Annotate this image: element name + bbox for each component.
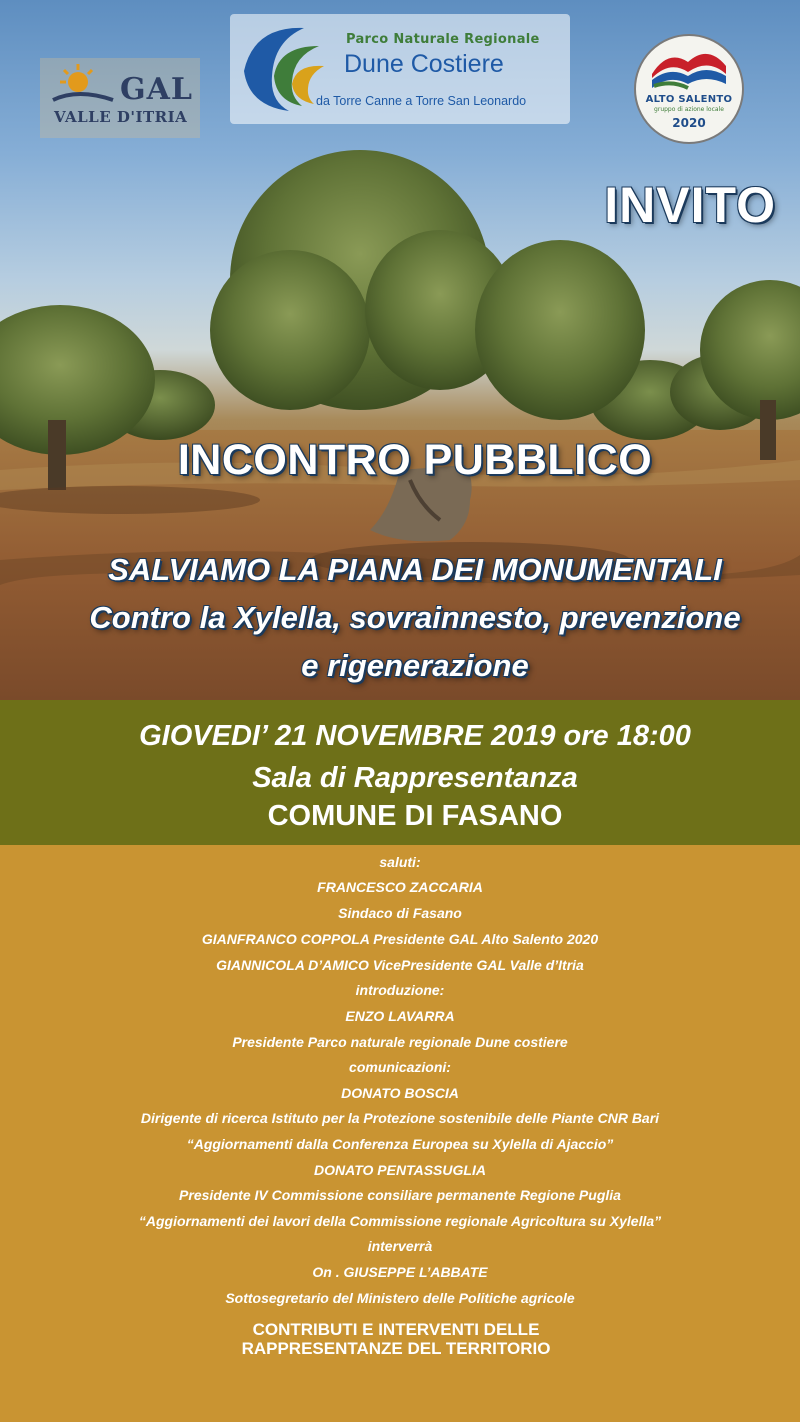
event-venue: Sala di Rappresentanza [252,762,578,794]
program-line: FRANCESCO ZACCARIA [317,879,483,895]
event-type-heading: INCONTRO PUBBLICO [177,436,653,484]
program-line: Dirigente di ricerca Istituto per la Protezione sostenibile delle Piante CNR Bari [140,1110,660,1126]
gal-sun-icon [48,60,118,110]
alto-logo-tagline: gruppo di azione locale [654,106,724,113]
event-place: COMUNE DI FASANO [267,800,563,832]
gal-logo-subtitle: VALLE D'ITRIA [54,108,188,126]
program-line: Presidente Parco naturale regionale Dune costiere [232,1034,568,1050]
parco-logo-line2: Dune Costiere [344,50,504,78]
parco-dune-costiere-logo [230,14,570,124]
event-title-line1: SALVIAMO LA PIANA DEI MONUMENTALI [108,552,722,587]
program-line: GIANNICOLA D’AMICO VicePresidente GAL Valle d’Itria [216,957,584,973]
program-line: comunicazioni: [349,1059,451,1075]
closing-line1: CONTRIBUTI E INTERVENTI DELLE [252,1320,540,1339]
program-line: interverrà [367,1238,433,1254]
event-title-line3: e rigenerazione [301,648,529,683]
event-title-line2: Contro la Xylella, sovrainnesto, prevenzione [89,600,741,635]
gal-logo-name: GAL [120,72,193,107]
program-line: saluti: [379,854,421,870]
program-line: On . GIUSEPPE L’ABBATE [312,1264,488,1280]
parco-logo-line3: da Torre Canne a Torre San Leonardo [316,94,527,108]
event-details-band [0,700,800,845]
program-line: ENZO LAVARRA [345,1008,455,1024]
program-line: “Aggiornamenti dalla Conferenza Europea su Xylella di Ajaccio” [186,1136,614,1152]
closing-line2: RAPPRESENTANZE DEL TERRITORIO [241,1339,551,1358]
alto-logo-year: 2020 [672,116,706,130]
alto-salento-hills-icon [648,44,730,94]
hero-photo [0,0,800,700]
program-line: introduzione: [355,982,445,998]
alto-salento-logo [634,34,744,144]
program-line: DONATO PENTASSUGLIA [314,1162,486,1178]
parco-logo-line1: Parco Naturale Regionale [346,32,540,47]
program-line: Sottosegretario del Ministero delle Politiche agricole [225,1290,575,1306]
program-line: Sindaco di Fasano [338,905,462,921]
gal-valle-ditria-logo [40,58,200,138]
alto-logo-name: ALTO SALENTO [645,94,733,105]
program-line: Presidente IV Commissione consiliare permanente Regione Puglia [179,1187,621,1203]
program-line: DONATO BOSCIA [341,1085,459,1101]
invito-heading: INVITO [604,177,776,233]
program-section [0,845,800,1422]
program-line: GIANFRANCO COPPOLA Presidente GAL Alto Salento 2020 [201,931,599,947]
event-date-time: GIOVEDI’ 21 NOVEMBRE 2019 ore 18:00 [139,720,691,752]
program-line: “Aggiornamenti dei lavori della Commissione regionale Agricoltura su Xylella” [138,1213,662,1229]
